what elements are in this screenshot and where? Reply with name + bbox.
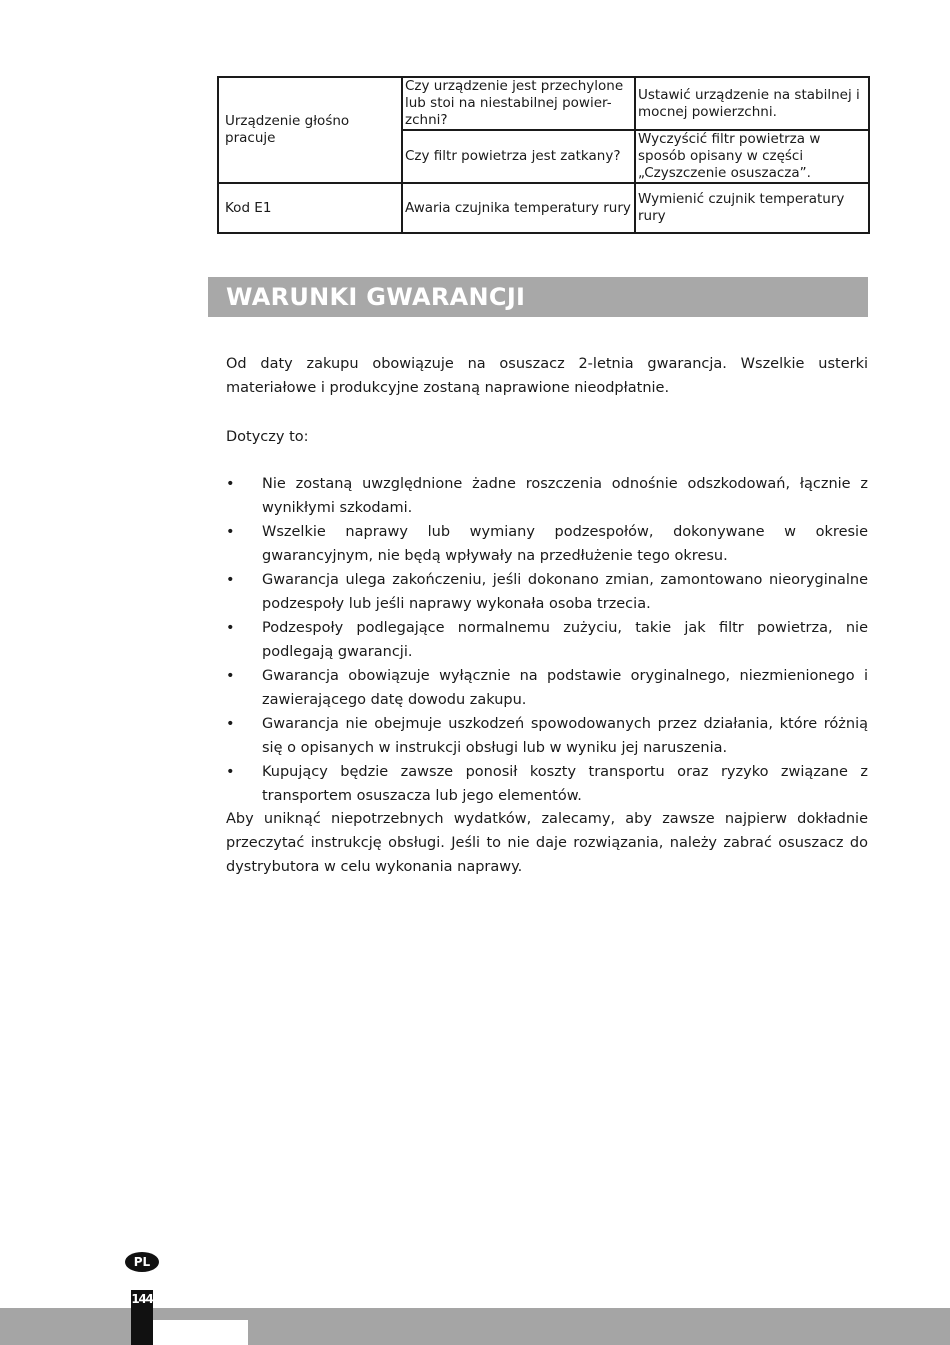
list-item-text: Gwarancja obowiązuje wyłącznie na podstawie oryginalnego, niezmienionego i zawierającego datę dowodu zakupu. (262, 668, 868, 708)
list-item (226, 472, 868, 520)
cause-text: Czy filtr powietrza jest zatkany? (405, 148, 621, 164)
table-row (218, 183, 869, 233)
solution-cell (635, 130, 869, 183)
solution-cell (635, 183, 869, 233)
bullet-icon: • (226, 764, 235, 780)
bullet-icon: • (226, 620, 235, 636)
list-item-text: Nie zostaną uwzględnione żadne roszczenia odnośnie odszkodowań, łącznie z wynikłymi szkodami. (262, 476, 868, 516)
bullet-icon: • (226, 524, 235, 540)
problem-cell (218, 183, 402, 233)
bullet-icon: • (226, 716, 235, 732)
problem-text: Urządzenie głośno pracuje (225, 113, 350, 146)
solution-cell (635, 77, 869, 130)
bullet-icon: • (226, 476, 235, 492)
solution-text: Wymienić czujnik temperatury rury (638, 191, 845, 224)
list-item (226, 568, 868, 616)
list-item (226, 712, 868, 760)
list-item-text: Kupujący będzie zawsze ponosił koszty transportu oraz ryzyko związane z transportem osuszacza lub jego elementów. (262, 764, 868, 804)
table-row (218, 77, 869, 130)
list-item (226, 616, 868, 664)
section-header (208, 277, 868, 317)
list-item-text: Gwarancja ulega zakończeniu, jeśli dokonano zmian, zamontowano nieoryginalne podzespoły lub jeśli naprawy wykonała osoba trzecia. (262, 572, 868, 612)
solution-text: Ustawić urządzenie na stabilnej i mocnej powierzchni. (638, 86, 860, 120)
page-number: 144 (131, 1292, 153, 1306)
solution-text: Wyczyścić filtr powietrza w sposób opisany w części „Czyszczenie osuszacza”. (638, 131, 821, 181)
list-item (226, 760, 868, 808)
warranty-advice: Aby uniknąć niepotrzebnych wydatków, zalecamy, aby zawsze najpierw dokładnie przeczytać instrukcję obsługi. Jeśli to nie daje rozwiązania, należy zabrać osuszacz do dystrybutora w celu wykonania naprawy. (226, 811, 868, 875)
list-item-text: Gwarancja nie obejmuje uszkodzeń spowodowanych przez działania, które różnią się o opisanych w instrukcji obsługi lub w wyniku jej naruszenia. (262, 716, 868, 756)
warranty-intro: Od daty zakupu obowiązuje na osuszacz 2-letnia gwarancja. Wszelkie usterki materiałowe i produkcyjne zostaną naprawione nieodpłatnie. (226, 356, 868, 396)
problem-cell (218, 77, 402, 183)
list-item-text: Wszelkie naprawy lub wymiany podzespołów, dokonywane w okresie gwarancyjnym, nie będą wpływały na przedłużenie tego okresu. (262, 524, 868, 564)
cause-cell (402, 183, 635, 233)
applies-label: Dotyczy to: (226, 429, 309, 445)
list-item (226, 520, 868, 568)
section-title: WARUNKI GWARANCJI (226, 283, 526, 311)
troubleshooting-table (217, 76, 870, 234)
bullet-icon: • (226, 668, 235, 684)
language-badge: PL (125, 1252, 159, 1272)
list-item (226, 664, 868, 712)
problem-text: Kod E1 (225, 199, 272, 216)
footer-white-block (153, 1320, 248, 1345)
list-item-text: Podzespoły podlegające normalnemu zużyciu, takie jak filtr powietrza, nie podlegają gwarancji. (262, 620, 868, 660)
cause-cell (402, 130, 635, 183)
cause-cell (402, 77, 635, 130)
cause-text: Czy urządzenie jest przechylone lub stoi na niestabilnej powier-zchni? (405, 78, 624, 128)
cause-text: Awaria czujnika temperatury rury (405, 199, 631, 216)
bullet-icon: • (226, 572, 235, 588)
warranty-conditions-list (226, 472, 868, 808)
